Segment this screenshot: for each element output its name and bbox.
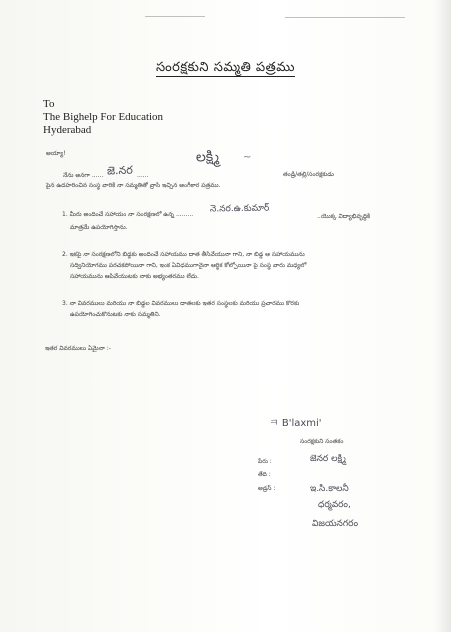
- clause-3-line-2: ఉపయోగించుకొనుటకు నాకు సమ్మతిని.: [70, 311, 161, 318]
- clause-1-line-1: 1. మీరు అందించే సహాయం నా సంరక్షణలో ఉన్న .........: [62, 211, 194, 218]
- handwritten-name-mark: లక్ష్మి: [195, 148, 220, 166]
- clause-1-line-2: మాత్రమే ఉపయోగిస్తాను.: [70, 224, 128, 231]
- signature-caption: సంరక్షకుని సంతకం: [300, 438, 344, 445]
- clause-2-line-1: 2. ఇకపై నా సంరక్షణలోని బిడ్డకు అందించే సహాయము దాత తీసివేయునా గాని, నా బిడ్డ ఆ సహాయమును: [62, 251, 305, 258]
- scan-edge-shadow: [435, 0, 451, 632]
- handwritten-student-name: జె.నర: [106, 163, 133, 178]
- document-title: సంరక్షకుని సమ్మతి పత్రము: [155, 60, 296, 75]
- salutation: అయ్యా!: [46, 150, 66, 157]
- handwritten-squiggle: ~: [243, 152, 252, 163]
- document-title-row: [0, 60, 451, 78]
- address-city: Hyderabad: [43, 124, 92, 136]
- clause-2-line-3: సహాయమును ఆపివేయుటకు నాకు అభ్యంతరము లేదు.: [70, 273, 199, 280]
- clause-3-line-1: 3. నా వివరములు మరియు నా బిడ్డల వివరములు దాతలకు ఇతర సంస్థలకు మరియు ప్రచారము కొరకు: [62, 300, 300, 307]
- clause-2-line-2: సద్వినియోగము పరచకపోయినా గాని, ఇంక ఏవిధముగానైనా ఆర్థిక కోల్పోయినా పై సంస్థ వారు మధ్యలో: [70, 262, 307, 269]
- handwritten-address-line-1: ఇ.సి.కాలనీ: [310, 484, 349, 494]
- relation-options: తండ్రి/తల్లి/సంరక్షకుడు: [283, 171, 334, 178]
- other-details-label: ఇతర వివరములు ఏమైనా :-: [45, 345, 111, 352]
- handwritten-address-line-3: విజయనగరం: [312, 519, 359, 529]
- address-label: అడ్రస్ :: [258, 485, 276, 492]
- scan-top-line: [285, 17, 405, 18]
- scan-top-line: [145, 16, 205, 17]
- address-to: To: [43, 98, 55, 110]
- guardian-signature: ㅋ B'laxmi': [269, 418, 322, 429]
- handwritten-guardian-name: జెనర లక్ష్మి: [310, 454, 346, 464]
- consent-intro-text: పైన ఉదహరించిన సంస్థ వారికి నా సమ్మతితో వ్రాసి ఇచ్చిన అంగీకార పత్రము.: [46, 182, 221, 189]
- name-line-dots: ......: [137, 172, 149, 179]
- handwritten-clause-1-name: నె.నర.ఉ.కుమార్: [209, 203, 270, 215]
- handwritten-address-line-2: ధర్మవరం,: [318, 500, 351, 510]
- name-label: పేరు :: [258, 458, 272, 465]
- name-line-intro: నేను అనగా ......: [63, 172, 104, 179]
- clause-1-line-1-end: ..యొక్క విద్యాభివృద్ధికి: [317, 213, 371, 220]
- address-organization: The Bighelp For Education: [43, 111, 164, 123]
- date-label: తేది :: [258, 471, 271, 478]
